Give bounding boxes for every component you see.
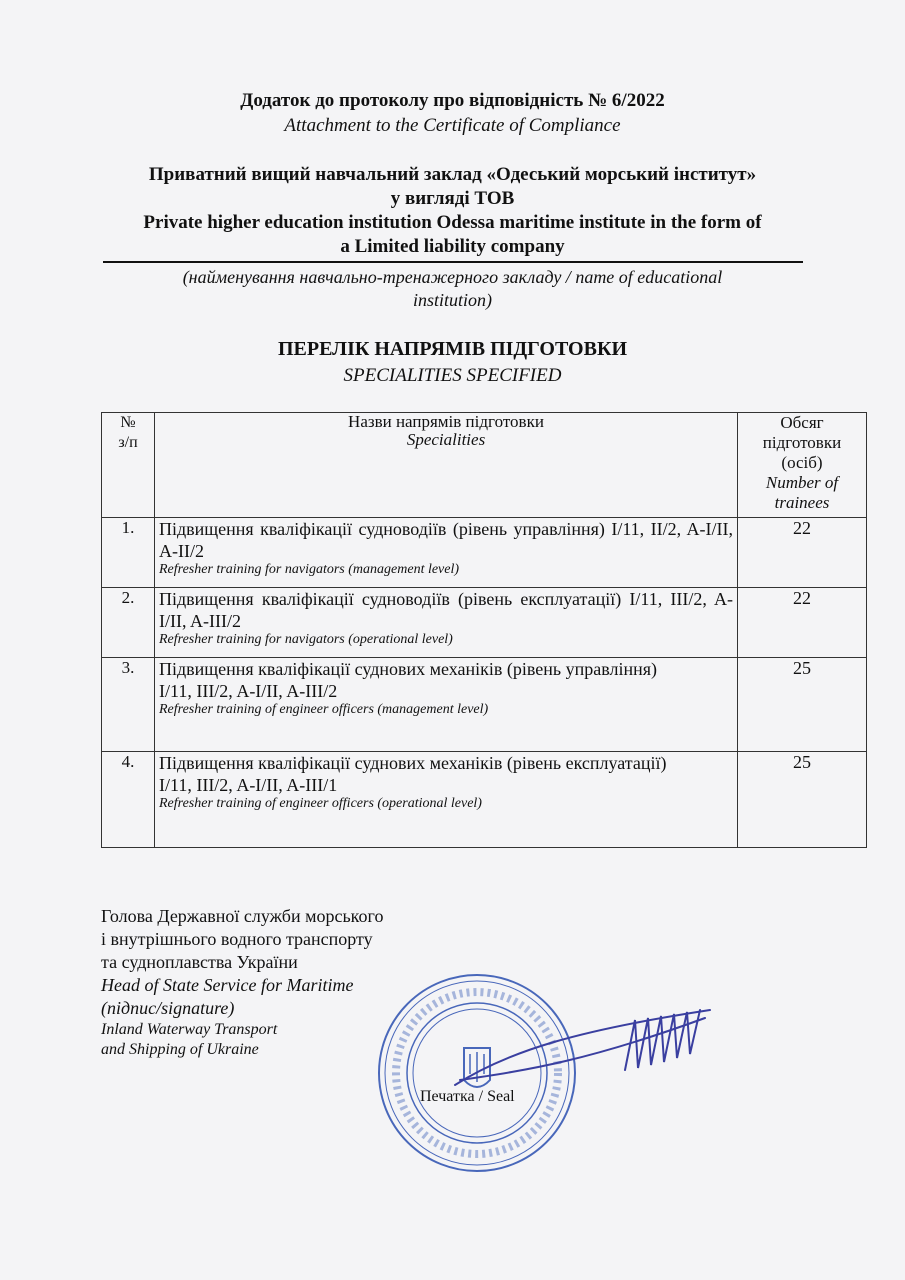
handwritten-signature <box>450 990 730 1100</box>
seal-label <box>420 1088 515 1106</box>
list-title: ПЕРЕЛІК НАПРЯМІВ ПІДГОТОВКИ <box>277 338 627 360</box>
specialities-table <box>101 412 867 848</box>
row-number: 3. <box>102 658 155 752</box>
signatory-en-line1: Head of State Service for Maritime <box>101 975 354 995</box>
signatory-en-line2: Inland Waterway Transport <box>101 1021 278 1038</box>
header-number-line1: № <box>120 414 136 431</box>
header-trainees <box>738 413 867 518</box>
header-count-line2: підготовки <box>762 433 842 452</box>
table-row <box>102 518 867 588</box>
institution-uk-line2: у вигляді ТОВ <box>390 188 515 209</box>
signature-label: (підпис/signature) <box>101 998 235 1018</box>
row-speciality-uk-codes: I/11, III/2, A-I/II, A-III/1 <box>159 775 338 795</box>
table-header-row <box>102 413 867 518</box>
table-row <box>102 752 867 848</box>
row-speciality-en: Refresher training for navigators (management level) <box>159 562 460 577</box>
header-count-en2: trainees <box>774 493 830 512</box>
row-number: 2. <box>102 588 155 658</box>
row-speciality-en: Refresher training of engineer officers (operational level) <box>159 796 482 811</box>
header-specialities <box>155 413 738 518</box>
underline-divider <box>103 261 803 263</box>
institution-en-line1: Private higher education institution Odessa maritime institute in the form of <box>143 212 762 233</box>
row-speciality-en: Refresher training for navigators (operational level) <box>159 632 453 647</box>
institution-uk-line1: Приватний вищий навчальний заклад «Одеський морський інститут» <box>148 164 757 185</box>
institution-name <box>0 163 905 259</box>
row-speciality <box>155 658 738 752</box>
row-number: 4. <box>102 752 155 848</box>
attachment-title-uk: Додаток до протоколу про відповідність № 6/2022 <box>240 90 665 111</box>
institution-en-line2: a Limited liability company <box>340 236 565 257</box>
header-count-en1: Number of <box>765 473 839 492</box>
table-row <box>102 658 867 752</box>
list-subtitle: SPECIALITIES SPECIFIED <box>343 365 562 386</box>
row-speciality <box>155 588 738 658</box>
caption-line1: (найменування навчально-тренажерного закладу / name of educational <box>182 267 723 287</box>
header-name-uk: Назви напрямів підготовки <box>348 412 544 431</box>
row-count: 22 <box>738 588 867 658</box>
signatory-uk-line1: Голова Державної служби морського <box>101 906 384 926</box>
row-count: 25 <box>738 752 867 848</box>
row-speciality <box>155 518 738 588</box>
header-number-line2: з/п <box>118 434 138 451</box>
row-count: 25 <box>738 658 867 752</box>
seal-label-text: Печатка / Seal <box>420 1088 515 1105</box>
row-speciality-uk: Підвищення кваліфікації судноводіїв (рівень управління) I/11, II/2, A-I/II, A-II/2 <box>159 519 733 561</box>
row-speciality-uk: Підвищення кваліфікації суднових механіків (рівень експлуатації) <box>159 753 667 773</box>
row-number: 1. <box>102 518 155 588</box>
header-number <box>102 413 155 518</box>
row-speciality-en: Refresher training of engineer officers (management level) <box>159 702 489 717</box>
caption-line2: institution) <box>412 290 492 310</box>
row-speciality-uk-codes: I/11, III/2, A-I/II, A-III/2 <box>159 681 338 701</box>
signatory-uk-line3: та судноплавства України <box>101 952 298 972</box>
header-name-en: Specialities <box>406 430 486 449</box>
row-speciality-uk: Підвищення кваліфікації суднових механіків (рівень управління) <box>159 659 658 679</box>
row-count: 22 <box>738 518 867 588</box>
row-speciality <box>155 752 738 848</box>
row-speciality-uk: Підвищення кваліфікації судноводіїв (рівень експлуатації) I/11, III/2, A-I/II, A-III/2 <box>159 589 733 631</box>
attachment-title-en: Attachment to the Certificate of Compliance <box>284 115 621 136</box>
table-row <box>102 588 867 658</box>
institution-caption <box>120 266 785 312</box>
header-count-line1: Обсяг <box>780 413 824 432</box>
header-count-line3: (осіб) <box>781 453 823 472</box>
signatory-en-line3: and Shipping of Ukraine <box>101 1041 259 1058</box>
signatory-uk-line2: і внутрішнього водного транспорту <box>101 929 373 949</box>
signatory-block <box>101 905 383 1060</box>
